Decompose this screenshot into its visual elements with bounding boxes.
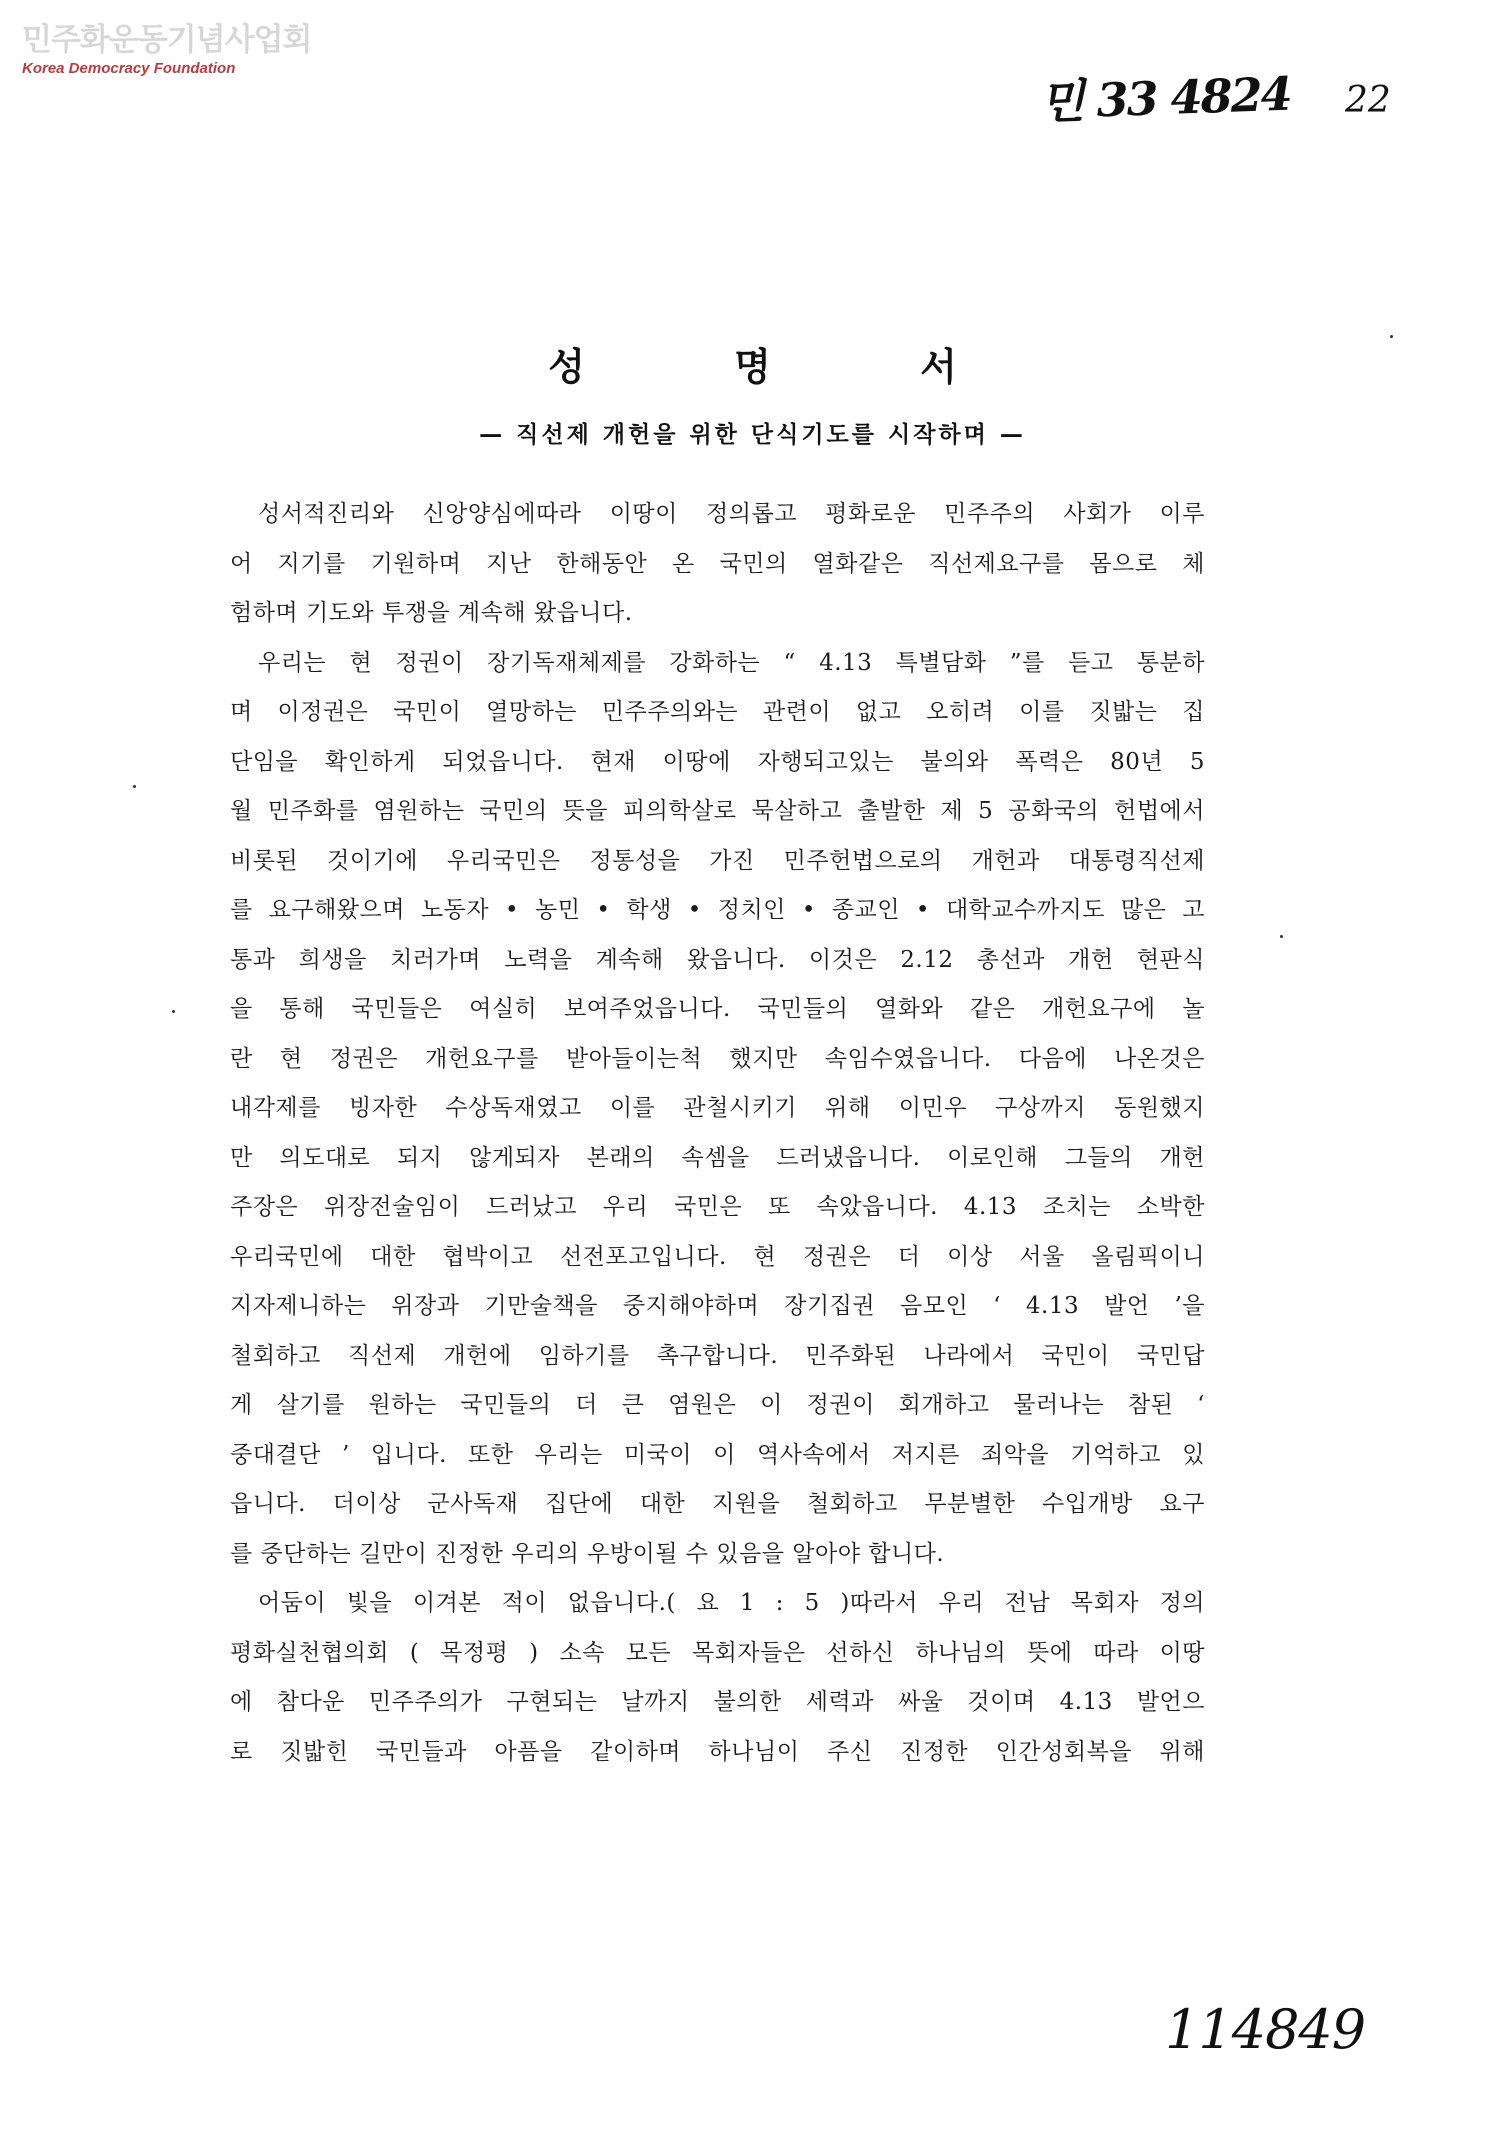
paragraph-line: 성서적진리와 신앙양심에따라 이땅이 정의롭고 평화로운 민주주의 사회가 이루 — [258, 501, 1205, 527]
paragraph-line: 우리는 현 정권이 장기독재체제를 강화하는 “ 4.13 특별담화 ”를 듣고 통분하 — [258, 649, 1205, 676]
document-title: 성 명 서 — [548, 345, 1025, 389]
document-subtitle: — 직선제 개헌을 위한 단식기도를 시작하며 — — [479, 422, 1026, 448]
watermark-english: Korea Democracy Foundation — [22, 60, 236, 77]
paragraph-line: 게 살기를 원하는 국민들의 더 큰 염원은 이 정권이 회개하고 물러나는 참된 ‘ — [230, 1392, 1205, 1418]
paragraph-line: 철회하고 직선제 개헌에 임하기를 촉구합니다. 민주화된 나라에서 국민이 국민답 — [230, 1342, 1205, 1369]
paragraph-line: 어둠이 빛을 이겨본 적이 없읍니다.( 요 1 : 5 )따라서 우리 전남 목회자 정의 — [258, 1590, 1205, 1616]
scan-speck — [1390, 335, 1393, 338]
paragraph-line: 만 의도대로 되지 않게되자 본래의 속셈을 드러냈읍니다. 이로인해 그들의 개헌 — [230, 1144, 1205, 1171]
paragraph-line: 를 중단하는 길만이 진정한 우리의 우방이될 수 있음을 알아야 합니다. — [230, 1540, 945, 1567]
paragraph-line: 험하며 기도와 투쟁을 계속해 왔읍니다. — [230, 600, 633, 626]
paragraph-line: 로 짓밟힌 국민들과 아픔을 같이하며 하나님이 주신 진정한 인간성회복을 위해 — [230, 1738, 1205, 1765]
paragraph-line: 읍니다. 더이상 군사독재 집단에 대한 지원을 철회하고 무분별한 수입개방 요구 — [230, 1491, 1205, 1517]
paragraph-line: 지자제니하는 위장과 기만술책을 중지해야하며 장기집권 음모인 ‘ 4.13 발언 ’을 — [230, 1293, 1205, 1319]
document-body — [230, 490, 1205, 1777]
paragraph-line: 우리국민에 대한 협박이고 선전포고입니다. 현 정권은 더 이상 서울 올림픽이니 — [230, 1243, 1205, 1270]
paragraph-line: 에 참다운 민주주의가 구현되는 날까지 불의한 세력과 싸울 것이며 4.13 발언으 — [230, 1689, 1205, 1715]
paragraph-line: 을 통해 국민들은 여실히 보여주었읍니다. 국민들의 열화와 같은 개헌요구에 놀 — [230, 996, 1205, 1022]
watermark — [22, 22, 322, 78]
scan-speck — [1280, 935, 1283, 938]
paragraph-line: 내각제를 빙자한 수상독재였고 이를 관철시키기 위해 이민우 구상까지 동원했지 — [230, 1095, 1205, 1121]
handwritten-bottom-number: 114849 — [1165, 1998, 1366, 2061]
scan-speck — [133, 785, 136, 788]
paragraph-line: 어 지기를 기원하며 지난 한해동안 온 국민의 열화같은 직선제요구를 몸으로 체 — [230, 550, 1205, 577]
paragraph-line: 며 이정권은 국민이 열망하는 민주주의와는 관련이 없고 오히려 이를 짓밟는 집 — [230, 699, 1205, 725]
paragraph-line: 중대결단 ’ 입니다. 또한 우리는 미국이 이 역사속에서 저지른 죄악을 기억하고 있 — [230, 1441, 1205, 1468]
paragraph-line: 통과 희생을 치러가며 노력을 계속해 왔읍니다. 이것은 2.12 총선과 개헌 현판식 — [230, 946, 1205, 973]
watermark-korean: 민주화운동기념사업회 — [22, 22, 312, 58]
paragraph-line: 단임을 확인하게 되었읍니다. 현재 이땅에 자행되고있는 불의와 폭력은 80년 5 — [230, 748, 1205, 775]
handwritten-reference-number: 민 33 4824 — [1039, 66, 1292, 130]
paragraph-line: 월 민주화를 염원하는 국민의 뜻을 피의학살로 묵살하고 출발한 제 5 공화국의 헌법에서 — [230, 798, 1205, 824]
paragraph-line: 란 현 정권은 개헌요구를 받아들이는척 했지만 속임수였읍니다. 다음에 나온것은 — [230, 1045, 1205, 1072]
handwritten-page-number: 22 — [1345, 80, 1391, 121]
paragraph-line: 주장은 위장전술임이 드러났고 우리 국민은 또 속았읍니다. 4.13 조치는 소박한 — [230, 1194, 1205, 1220]
scan-speck — [172, 1010, 175, 1013]
paragraph-line: 를 요구해왔으며 노동자 • 농민 • 학생 • 정치인 • 종교인 • 대학교수까지도 많은 고 — [230, 897, 1205, 923]
paragraph-line: 평화실천협의회 ( 목정평 ) 소속 모든 목회자들은 선하신 하나님의 뜻에 따라 이땅 — [230, 1639, 1205, 1666]
paragraph-line: 비롯된 것이기에 우리국민은 정통성을 가진 민주헌법으로의 개헌과 대통령직선제 — [230, 847, 1205, 874]
